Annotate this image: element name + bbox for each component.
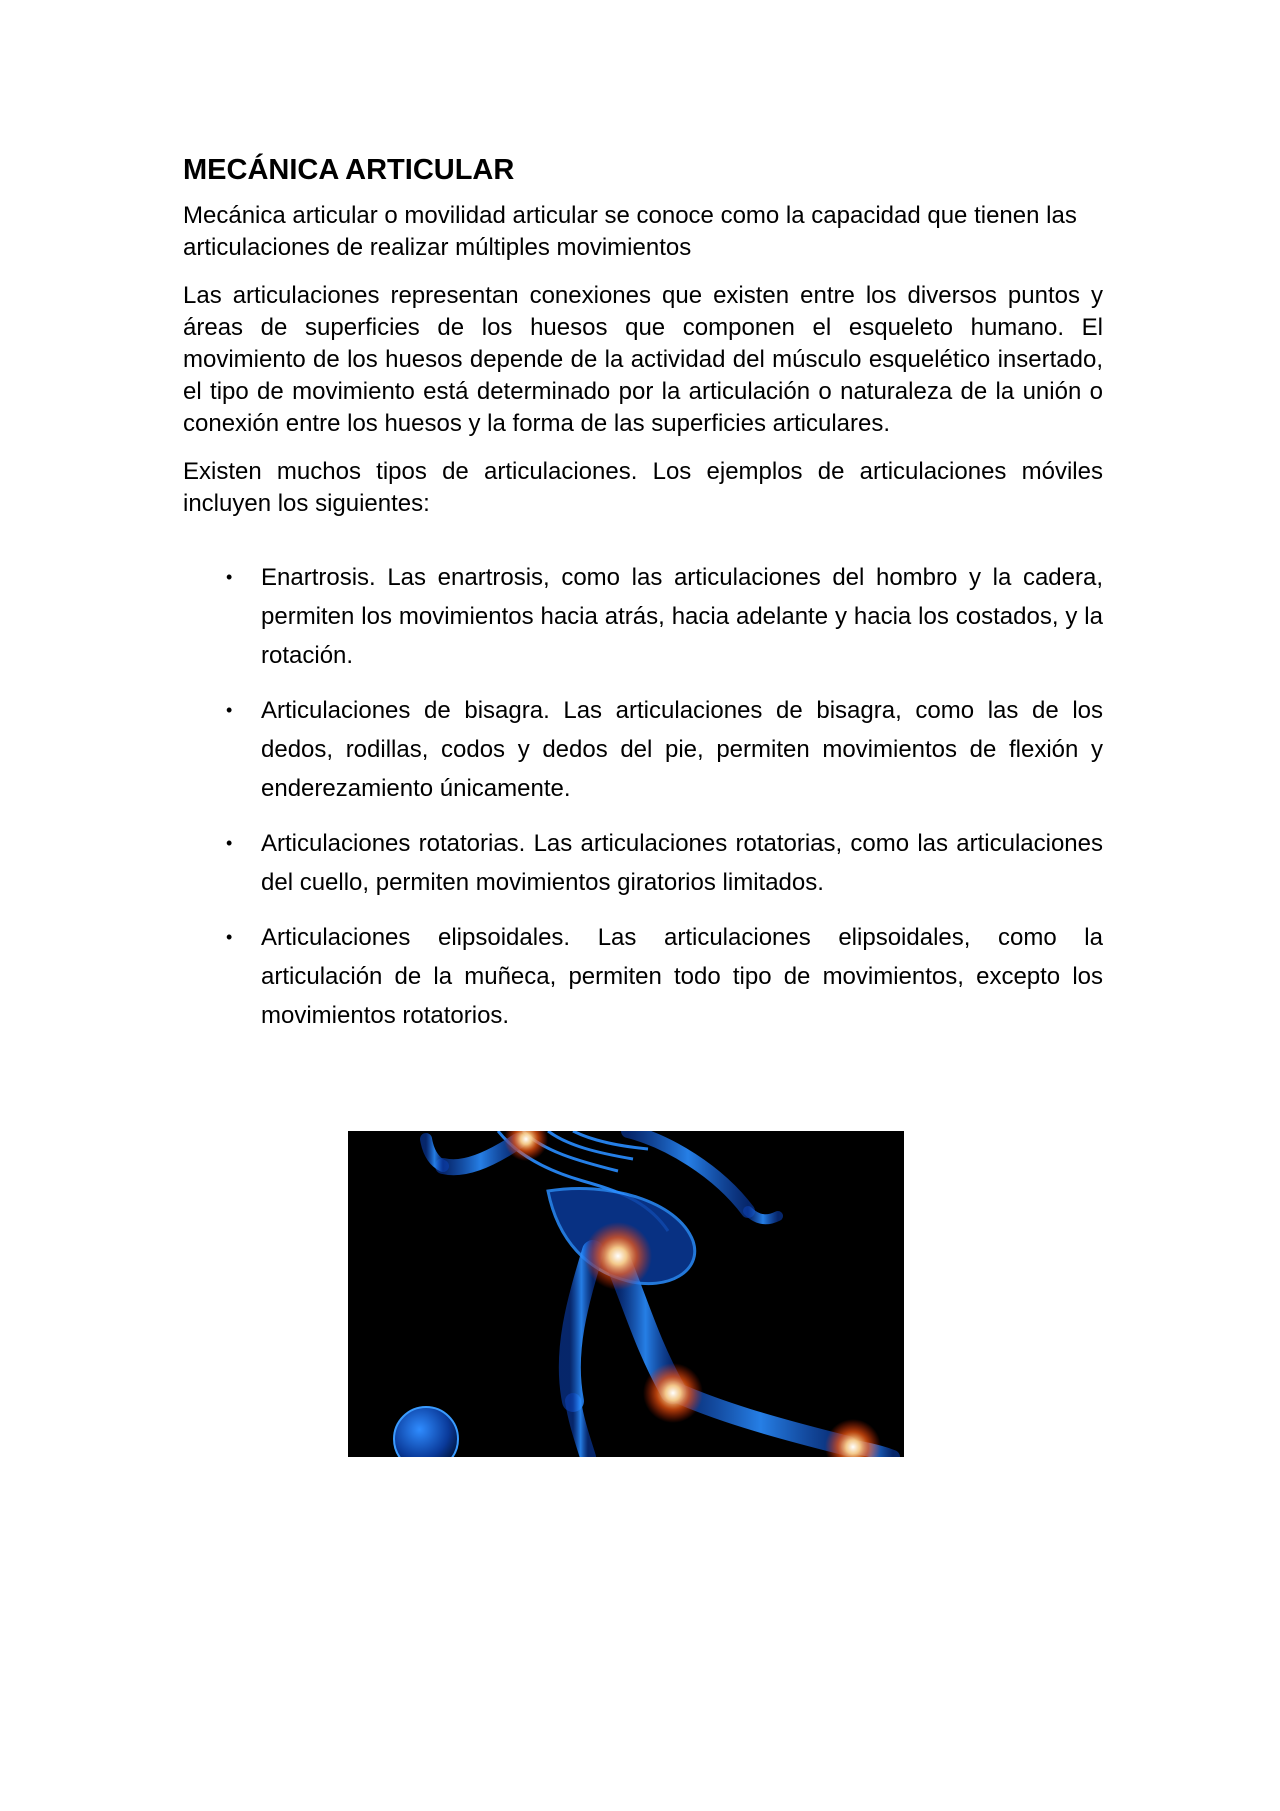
joint-glow-shoulder [504, 1131, 548, 1161]
definition-paragraph: Las articulaciones representan conexiones que existen entre los diversos puntos y áreas de superficies de los huesos que componen el esqueleto humano. El movimiento de los huesos depende de la actividad del músculo esquelético insertado, el tipo de movimiento está determinado por la articulación o naturaleza de la unión o conexión entre los huesos y la forma de las superficies articulares. [183, 282, 1103, 437]
list-item [183, 691, 1103, 808]
document-body [183, 150, 1103, 1051]
joint-glow-ankle [825, 1419, 881, 1457]
types-intro-paragraph: Existen muchos tipos de articulaciones. Los ejemplos de articulaciones móviles incluyen los siguientes: [183, 458, 1103, 517]
list-item-text: Articulaciones rotatorias. Las articulaciones rotatorias, como las articulaciones del cuello, permiten movimientos giratorios limitados. [261, 830, 1103, 896]
xray-skeleton-image [348, 1131, 904, 1457]
list-item-text: Enartrosis. Las enartrosis, como las articulaciones del hombro y la cadera, permiten los movimientos hacia atrás, hacia adelante y hacia los costados, y la rotación. [261, 564, 1103, 669]
list-item [183, 824, 1103, 902]
skeleton-illustration [348, 1131, 904, 1457]
list-item [183, 558, 1103, 675]
list-item [183, 918, 1103, 1035]
joint-types-list [183, 558, 1103, 1035]
list-item-text: Articulaciones elipsoidales. Las articulaciones elipsoidales, como la articulación de la muñeca, permiten todo tipo de movimientos, excepto los movimientos rotatorios. [261, 924, 1103, 1029]
joint-glow-hip [584, 1222, 652, 1290]
list-item-text: Articulaciones de bisagra. Las articulaciones de bisagra, como las de los dedos, rodillas, codos y dedos del pie, permiten movimientos de flexión y enderezamiento únicamente. [261, 697, 1103, 802]
bullet-icon: • [226, 927, 233, 947]
intro-paragraph: Mecánica articular o movilidad articular se conoce como la capacidad que tienen las articulaciones de realizar múltiples movimientos [183, 202, 1077, 261]
page-title: MECÁNICA ARTICULAR [183, 154, 515, 186]
bullet-icon: • [226, 700, 233, 720]
bullet-icon: • [226, 833, 233, 853]
ball-shape [394, 1407, 458, 1457]
standing-leg-shape [570, 1251, 593, 1457]
joint-glow-knee [643, 1363, 703, 1423]
arm-shape [426, 1139, 518, 1167]
bullet-icon: • [226, 567, 233, 587]
